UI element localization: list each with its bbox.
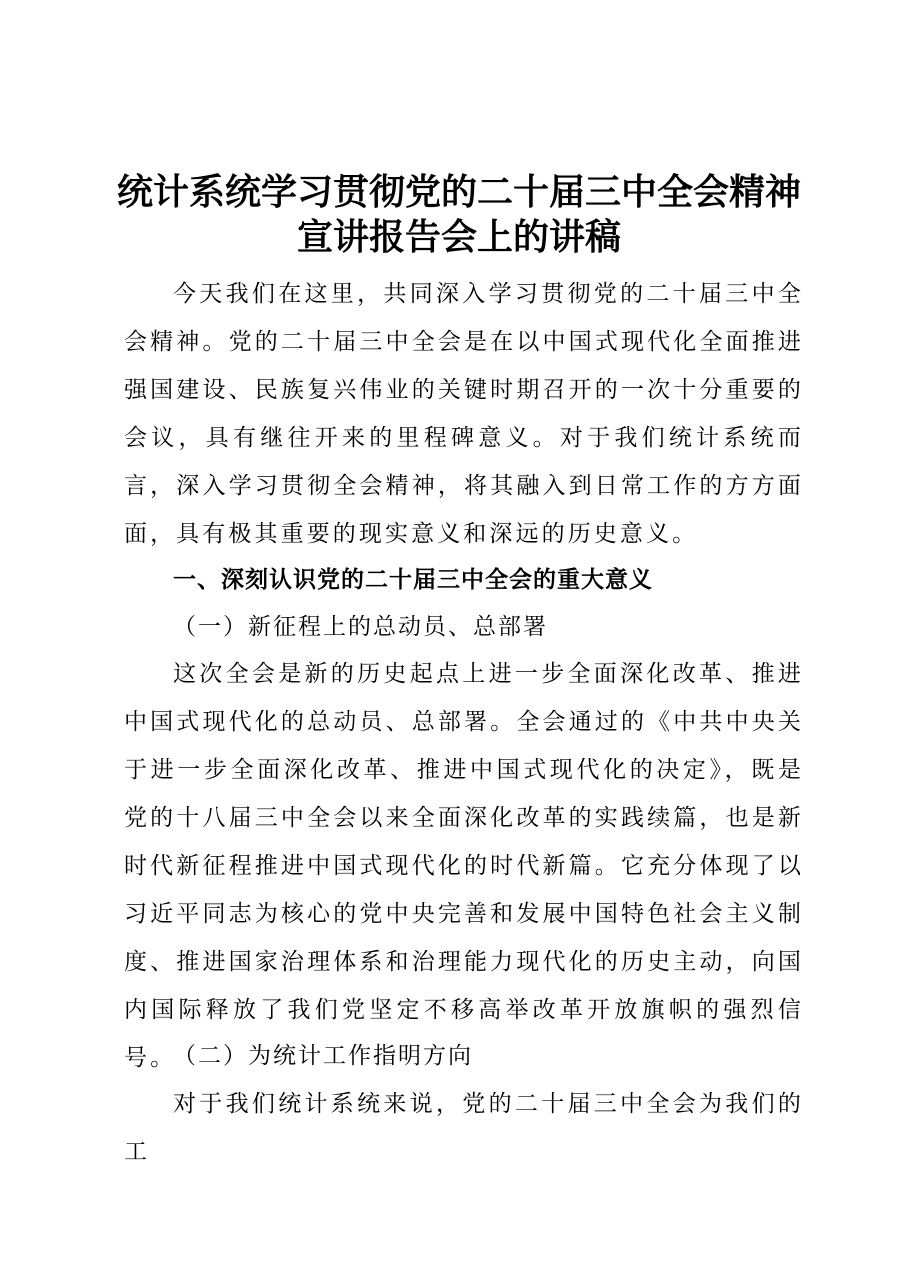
body-paragraph-2: 这次全会是新的历史起点上进一步全面深化改革、推进中国式现代化的总动员、总部署。全会通过的《中共中央关于进一步全面深化改革、推进中国式现代化的决定》，既是党的十八届三中全会以来全面深化改革的实践续篇，也是新时代新征程推进中国式现代化的时代新篇。它充分体现了以习近平同志为核心的党中央完善和发展中国特色社会主义制度、推进国家治理体系和治理能力现代化的历史主动，向国内国际释放了我们党坚定不移高举改革开放旗帜的强烈信号。	[124, 661, 804, 1071]
section-heading-1: 一、深刻认识党的二十届三中全会的重大意义	[173, 567, 653, 593]
intro-paragraph: 今天我们在这里，共同深入学习贯彻党的二十届三中全会精神。党的二十届三中全会是在以中国式现代化全面推进强国建设、民族复兴伟业的关键时期召开的一次十分重要的会议，具有继往开来的里程碑意义。对于我们统计系统而言，深入学习贯彻全会精神，将其融入到日常工作的方方面面，具有极其重要的现实意义和深远的历史意义。	[124, 281, 804, 547]
document-title: 统计系统学习贯彻党的二十届三中全会精神宣讲报告会上的讲稿	[116, 171, 801, 258]
subsection-heading-1: （一）新征程上的总动员、总部署	[173, 614, 548, 640]
body-paragraph-3: 对于我们统计系统来说，党的二十届三中全会为我们的工	[124, 1091, 804, 1165]
subsection-heading-2: （二）为统计工作指明方向	[173, 1043, 473, 1069]
